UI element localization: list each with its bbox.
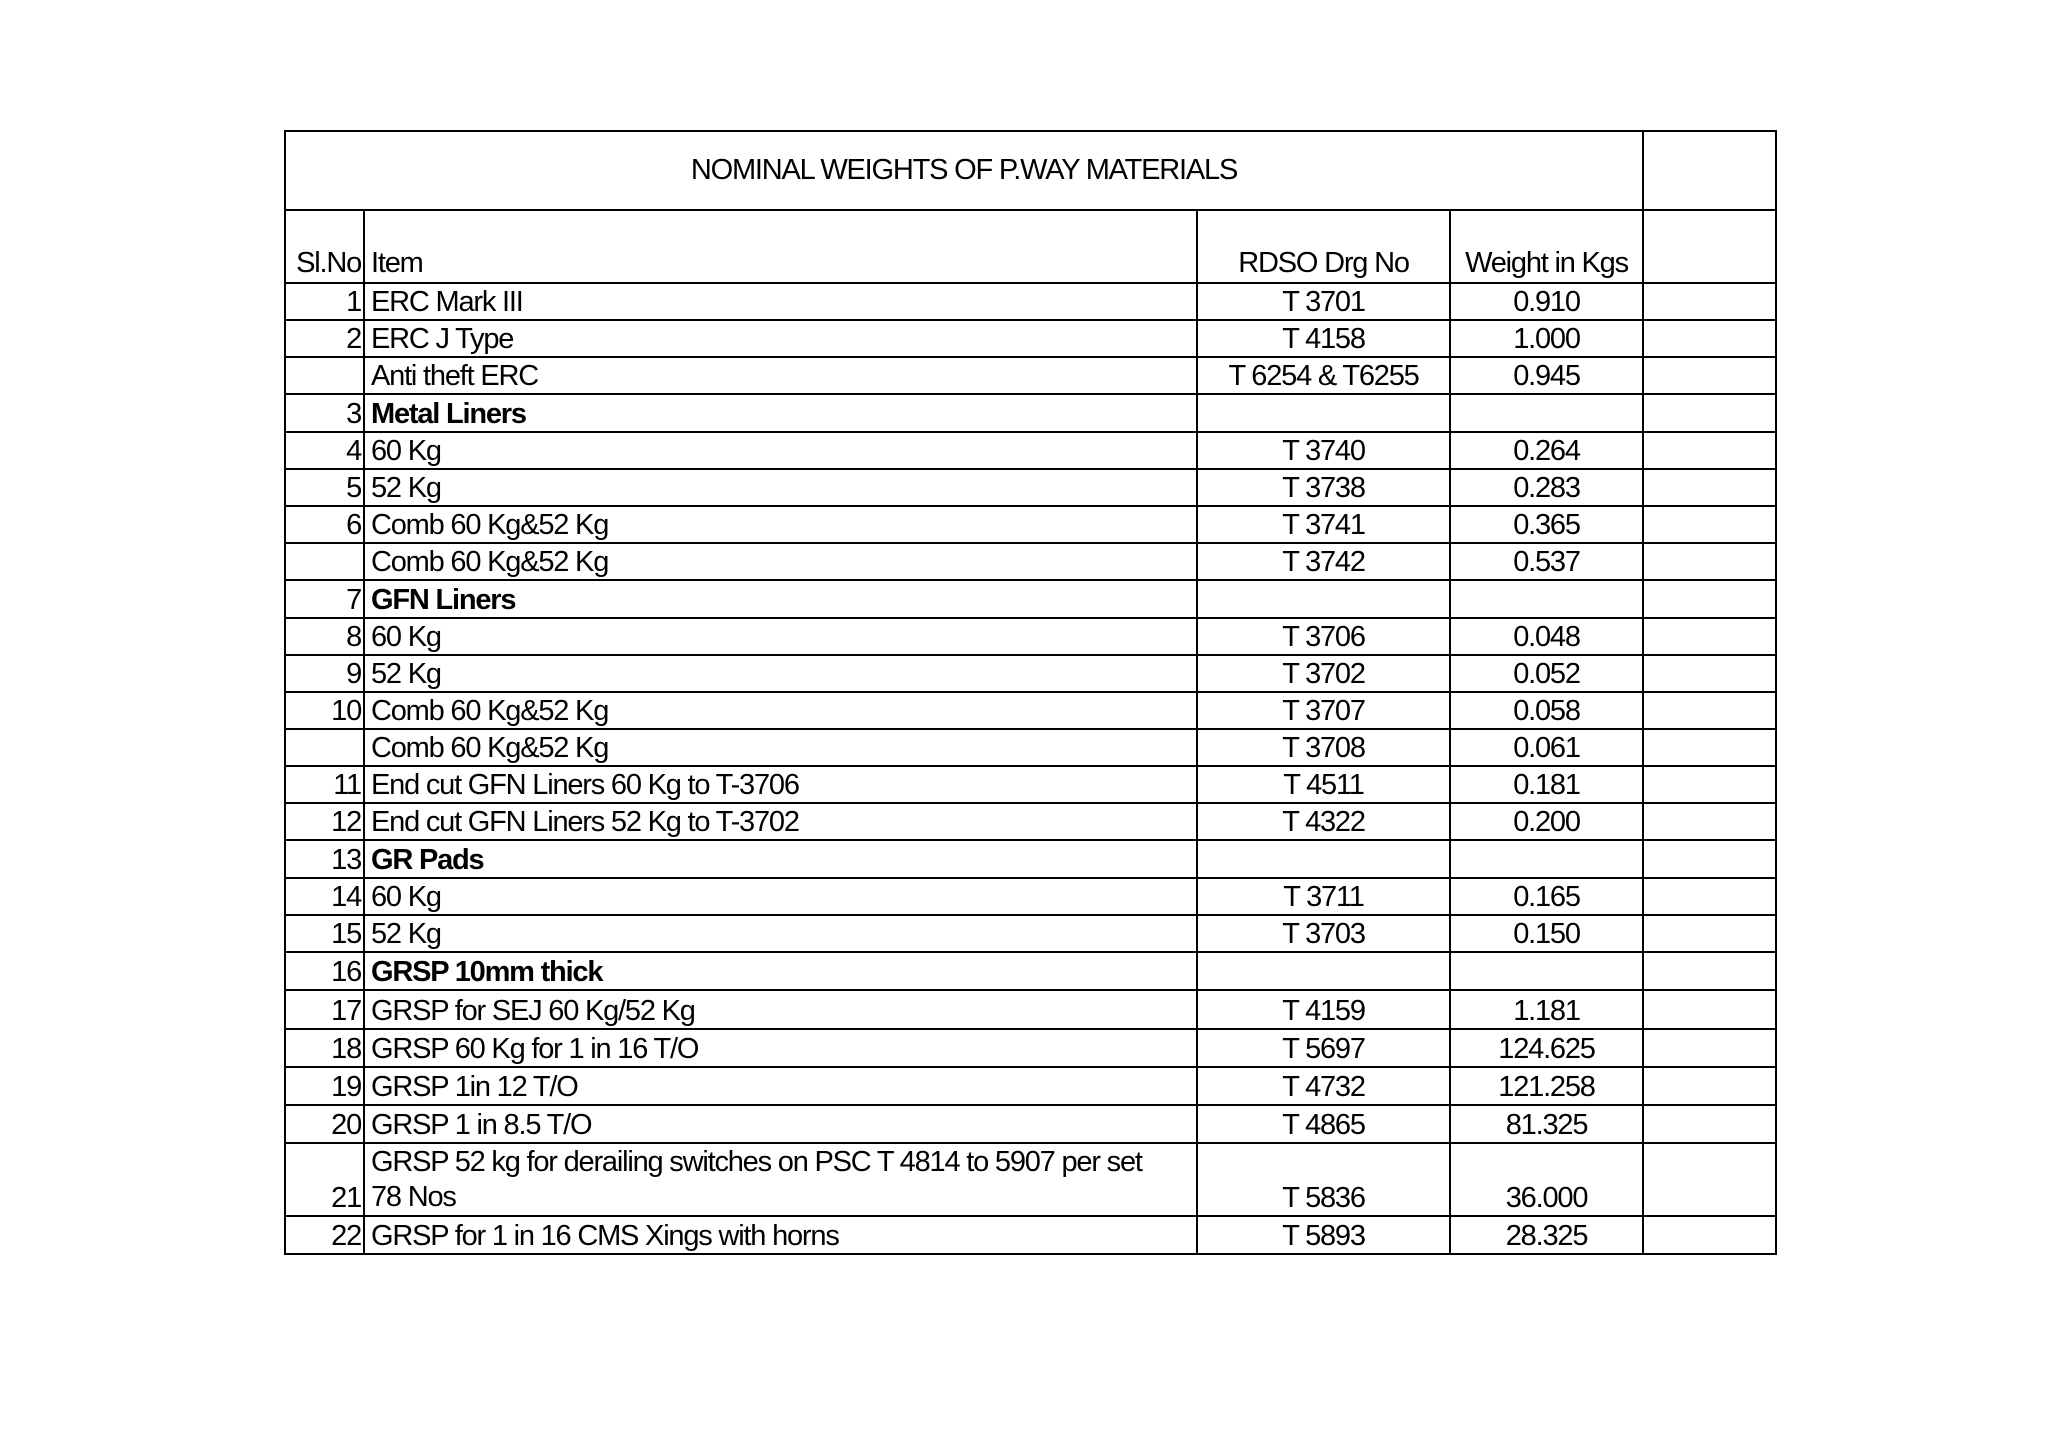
sl-no-cell: 18 — [285, 1029, 364, 1067]
item-cell: 60 Kg — [364, 432, 1197, 469]
table-row — [285, 506, 1776, 543]
table-row — [285, 1216, 1776, 1254]
weight-cell: 1.181 — [1450, 990, 1643, 1029]
sl-no-cell: 22 — [285, 1216, 364, 1254]
item-cell: GRSP 60 Kg for 1 in 16 T/O — [364, 1029, 1197, 1067]
rdso-drg-no-cell: T 4159 — [1197, 990, 1450, 1029]
sl-no-cell: 15 — [285, 915, 364, 952]
rdso-drg-no-cell: T 3701 — [1197, 283, 1450, 320]
rdso-drg-no-cell: T 5836 — [1197, 1143, 1450, 1216]
table-row — [285, 580, 1776, 618]
weight-cell: 0.181 — [1450, 766, 1643, 803]
weight-cell: 0.365 — [1450, 506, 1643, 543]
empty-cell — [1643, 394, 1776, 432]
weight-cell — [1450, 394, 1643, 432]
weight-cell: 0.061 — [1450, 729, 1643, 766]
empty-cell — [1643, 1105, 1776, 1143]
item-cell: Metal Liners — [364, 394, 1197, 432]
sl-no-cell: 12 — [285, 803, 364, 840]
item-cell: 60 Kg — [364, 878, 1197, 915]
item-cell: Comb 60 Kg&52 Kg — [364, 506, 1197, 543]
weight-cell — [1450, 952, 1643, 990]
materials-table — [284, 130, 1777, 1255]
rdso-drg-no-cell: T 3706 — [1197, 618, 1450, 655]
empty-cell — [1643, 469, 1776, 506]
header-item: Item — [364, 210, 1197, 283]
item-cell: End cut GFN Liners 52 Kg to T-3702 — [364, 803, 1197, 840]
sl-no-cell: 11 — [285, 766, 364, 803]
empty-cell — [1643, 506, 1776, 543]
sl-no-cell: 3 — [285, 394, 364, 432]
item-cell: 60 Kg — [364, 618, 1197, 655]
sl-no-cell: 6 — [285, 506, 364, 543]
rdso-drg-no-cell: T 4511 — [1197, 766, 1450, 803]
sl-no-cell: 5 — [285, 469, 364, 506]
table-row — [285, 803, 1776, 840]
sl-no-cell: 16 — [285, 952, 364, 990]
sl-no-cell — [285, 729, 364, 766]
rdso-drg-no-cell: T 3738 — [1197, 469, 1450, 506]
rdso-drg-no-cell: T 3741 — [1197, 506, 1450, 543]
rdso-drg-no-cell: T 3742 — [1197, 543, 1450, 580]
empty-cell — [1643, 543, 1776, 580]
empty-cell — [1643, 990, 1776, 1029]
rdso-drg-no-cell — [1197, 580, 1450, 618]
title-row — [285, 131, 1776, 210]
weight-cell: 0.283 — [1450, 469, 1643, 506]
sl-no-cell: 9 — [285, 655, 364, 692]
item-cell: Comb 60 Kg&52 Kg — [364, 543, 1197, 580]
table-row — [285, 729, 1776, 766]
weight-cell: 0.048 — [1450, 618, 1643, 655]
header-row — [285, 210, 1776, 283]
empty-cell — [1643, 655, 1776, 692]
item-cell: ERC Mark III — [364, 283, 1197, 320]
empty-cell — [1643, 1067, 1776, 1105]
weight-cell: 124.625 — [1450, 1029, 1643, 1067]
item-cell: GFN Liners — [364, 580, 1197, 618]
rdso-drg-no-cell: T 3702 — [1197, 655, 1450, 692]
empty-cell — [1643, 1029, 1776, 1067]
weight-cell: 28.325 — [1450, 1216, 1643, 1254]
table-row — [285, 1105, 1776, 1143]
sl-no-cell: 10 — [285, 692, 364, 729]
table-row — [285, 840, 1776, 878]
item-cell: GRSP for 1 in 16 CMS Xings with horns — [364, 1216, 1197, 1254]
table-row — [285, 1143, 1776, 1216]
header-sl-no: Sl.No — [285, 210, 364, 283]
item-cell: 52 Kg — [364, 469, 1197, 506]
item-cell: ERC J Type — [364, 320, 1197, 357]
item-cell: Comb 60 Kg&52 Kg — [364, 729, 1197, 766]
weight-cell: 0.165 — [1450, 878, 1643, 915]
item-cell: Comb 60 Kg&52 Kg — [364, 692, 1197, 729]
sl-no-cell: 17 — [285, 990, 364, 1029]
header-weight: Weight in Kgs — [1450, 210, 1643, 283]
weight-cell — [1450, 840, 1643, 878]
rdso-drg-no-cell: T 3703 — [1197, 915, 1450, 952]
rdso-drg-no-cell: T 3740 — [1197, 432, 1450, 469]
table-row — [285, 990, 1776, 1029]
table-row — [285, 655, 1776, 692]
weight-cell: 0.200 — [1450, 803, 1643, 840]
empty-cell — [1643, 915, 1776, 952]
empty-cell — [1643, 1143, 1776, 1216]
rdso-drg-no-cell: T 6254 & T6255 — [1197, 357, 1450, 394]
table-row — [285, 432, 1776, 469]
item-cell: GRSP for SEJ 60 Kg/52 Kg — [364, 990, 1197, 1029]
weight-cell: 0.052 — [1450, 655, 1643, 692]
table-row — [285, 283, 1776, 320]
empty-cell — [1643, 878, 1776, 915]
table-row — [285, 543, 1776, 580]
rdso-drg-no-cell — [1197, 840, 1450, 878]
item-cell: Anti theft ERC — [364, 357, 1197, 394]
sl-no-cell: 4 — [285, 432, 364, 469]
header-rdso-drg-no: RDSO Drg No — [1197, 210, 1450, 283]
empty-cell — [1643, 766, 1776, 803]
item-cell: GRSP 52 kg for derailing switches on PSC T 4814 to 5907 per set 78 Nos — [364, 1143, 1197, 1216]
rdso-drg-no-cell: T 5697 — [1197, 1029, 1450, 1067]
table-row — [285, 952, 1776, 990]
table-title: NOMINAL WEIGHTS OF P.WAY MATERIALS — [285, 131, 1643, 210]
sl-no-cell: 14 — [285, 878, 364, 915]
table-row — [285, 394, 1776, 432]
weight-cell: 0.264 — [1450, 432, 1643, 469]
rdso-drg-no-cell: T 3707 — [1197, 692, 1450, 729]
rdso-drg-no-cell: T 5893 — [1197, 1216, 1450, 1254]
empty-cell — [1643, 283, 1776, 320]
table-row — [285, 878, 1776, 915]
rdso-drg-no-cell: T 4158 — [1197, 320, 1450, 357]
sl-no-cell: 21 — [285, 1143, 364, 1216]
rdso-drg-no-cell — [1197, 394, 1450, 432]
table-row — [285, 357, 1776, 394]
weight-cell: 0.058 — [1450, 692, 1643, 729]
empty-cell — [1643, 692, 1776, 729]
weight-cell — [1450, 580, 1643, 618]
table-row — [285, 1029, 1776, 1067]
item-cell: GRSP 1 in 8.5 T/O — [364, 1105, 1197, 1143]
weight-cell: 1.000 — [1450, 320, 1643, 357]
item-cell: 52 Kg — [364, 655, 1197, 692]
rdso-drg-no-cell: T 4322 — [1197, 803, 1450, 840]
empty-cell — [1643, 618, 1776, 655]
table-row — [285, 469, 1776, 506]
item-cell: 52 Kg — [364, 915, 1197, 952]
weight-cell: 81.325 — [1450, 1105, 1643, 1143]
sl-no-cell: 20 — [285, 1105, 364, 1143]
empty-cell — [1643, 952, 1776, 990]
weight-cell: 0.537 — [1450, 543, 1643, 580]
empty-cell — [1643, 131, 1776, 210]
empty-cell — [1643, 320, 1776, 357]
sl-no-cell — [285, 543, 364, 580]
sl-no-cell: 7 — [285, 580, 364, 618]
rdso-drg-no-cell — [1197, 952, 1450, 990]
table-row — [285, 915, 1776, 952]
table-row — [285, 766, 1776, 803]
rdso-drg-no-cell: T 3708 — [1197, 729, 1450, 766]
item-cell: End cut GFN Liners 60 Kg to T-3706 — [364, 766, 1197, 803]
weight-cell: 36.000 — [1450, 1143, 1643, 1216]
sl-no-cell: 2 — [285, 320, 364, 357]
empty-cell — [1643, 357, 1776, 394]
rdso-drg-no-cell: T 4732 — [1197, 1067, 1450, 1105]
weight-cell: 0.910 — [1450, 283, 1643, 320]
item-cell: GR Pads — [364, 840, 1197, 878]
sl-no-cell: 19 — [285, 1067, 364, 1105]
sl-no-cell: 1 — [285, 283, 364, 320]
item-cell: GRSP 1in 12 T/O — [364, 1067, 1197, 1105]
empty-cell — [1643, 432, 1776, 469]
table-row — [285, 692, 1776, 729]
empty-cell — [1643, 580, 1776, 618]
weight-cell: 121.258 — [1450, 1067, 1643, 1105]
table-row — [285, 618, 1776, 655]
empty-cell — [1643, 729, 1776, 766]
rdso-drg-no-cell: T 3711 — [1197, 878, 1450, 915]
empty-cell — [1643, 1216, 1776, 1254]
sl-no-cell — [285, 357, 364, 394]
empty-cell — [1643, 210, 1776, 283]
rdso-drg-no-cell: T 4865 — [1197, 1105, 1450, 1143]
item-cell: GRSP 10mm thick — [364, 952, 1197, 990]
weight-cell: 0.945 — [1450, 357, 1643, 394]
sl-no-cell: 8 — [285, 618, 364, 655]
empty-cell — [1643, 803, 1776, 840]
table-row — [285, 320, 1776, 357]
weight-cell: 0.150 — [1450, 915, 1643, 952]
empty-cell — [1643, 840, 1776, 878]
sl-no-cell: 13 — [285, 840, 364, 878]
table-row — [285, 1067, 1776, 1105]
